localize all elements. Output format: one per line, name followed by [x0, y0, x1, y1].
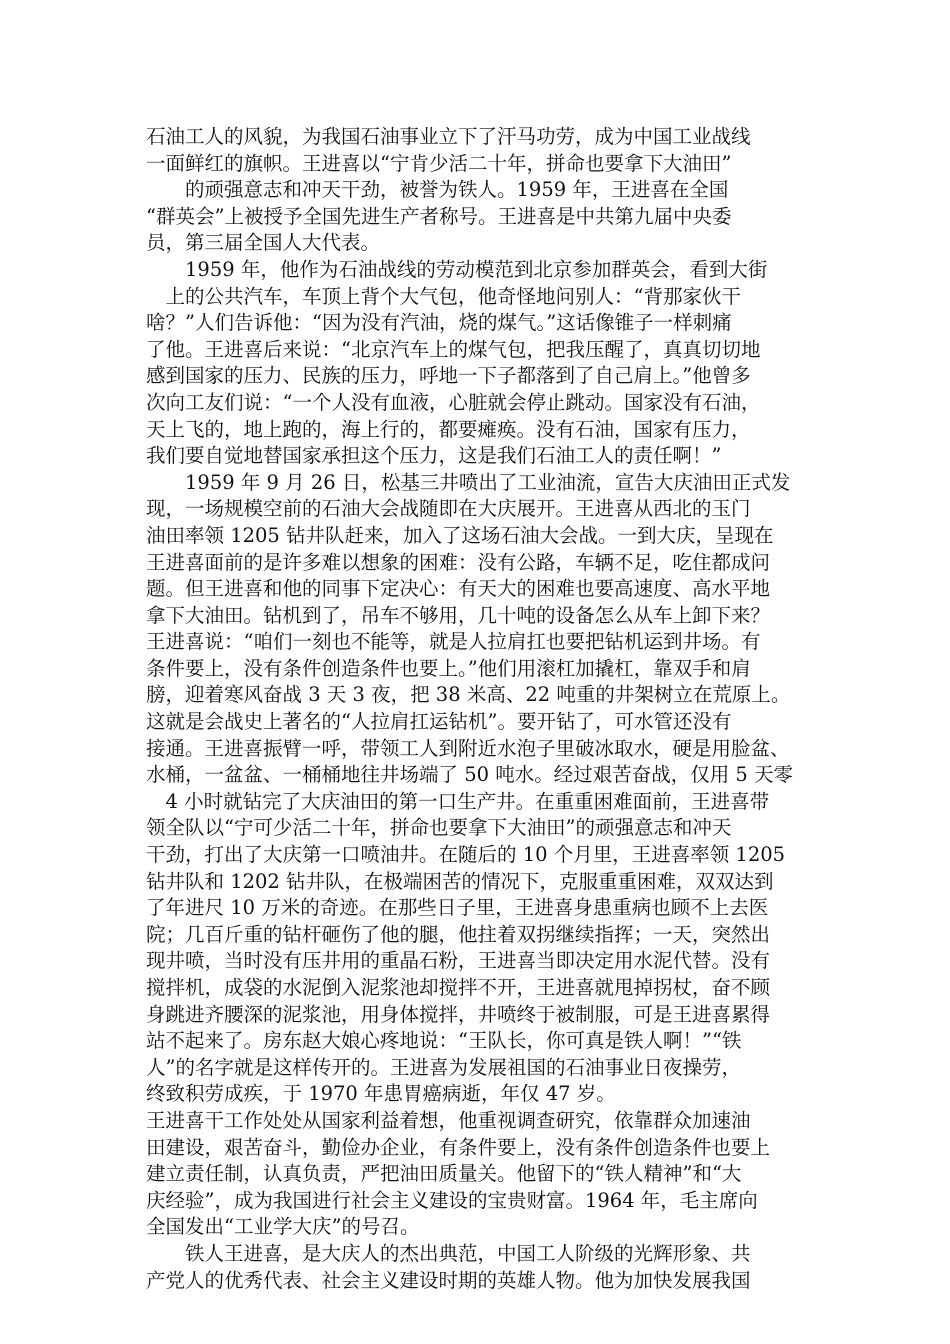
text-line: 田建设，艰苦奋斗，勤俭办企业，有条件要上，没有条件创造条件也要上 — [146, 1135, 771, 1159]
text-line: 领全队以“宁可少活二十年，拼命也要拿下大油田”的顽强意志和冲天 — [146, 816, 732, 840]
text-line: 终致积劳成疾，于 1970 年患胃癌病逝，年仅 47 岁。 — [146, 1082, 616, 1106]
text-line: 铁人王进喜，是大庆人的杰出典范，中国工人阶级的光辉形象、共 — [146, 1241, 751, 1265]
text-line: 4 小时就钻完了大庆油田的第一口生产井。在重重困难面前，王进喜带 — [146, 789, 770, 813]
text-line: 王进喜面前的是许多难以想象的困难：没有公路，车辆不足，吃住都成问 — [146, 550, 771, 574]
text-line: 了年进尺 10 万米的奇迹。在那些日子里，王进喜身患重病也顾不上去医 — [146, 896, 769, 920]
text-line: 王进喜说：“咱们一刻也不能等，就是人拉肩扛也要把钻机运到井场。有 — [146, 630, 761, 654]
text-line: 全国发出“工业学大庆”的号召。 — [146, 1215, 420, 1239]
text-line: 啥？”人们告诉他：“因为没有汽油，烧的煤气。”这话像锥子一样刺痛 — [146, 311, 732, 335]
text-line: 王进喜干工作处处从国家利益着想，他重视调查研究，依靠群众加速油 — [146, 1108, 751, 1132]
text-line: 这就是会战史上著名的“人拉肩扛运钻机”。要开钻了，可水管还没有 — [146, 710, 732, 734]
text-line: 搅拌机，成袋的水泥倒入泥浆池却搅拌不开，王进喜就甩掉拐杖，奋不顾 — [146, 976, 771, 999]
body-text — [146, 124, 836, 1294]
text-line: 产党人的优秀代表、社会主义建设时期的英雄人物。他为加快发展我国 — [146, 1268, 751, 1292]
text-line: 院；几百斤重的钻杆砸伤了他的腿，他拄着双拐继续指挥；一天，突然出 — [146, 922, 771, 946]
text-line: 的顽强意志和冲天干劲，被誉为铁人。1959 年，王进喜在全国 — [146, 178, 729, 202]
text-line: 现井喷，当时没有压井用的重晶石粉，王进喜当即决定用水泥代替。没有 — [146, 949, 771, 973]
text-line: 拿下大油田。钻机到了，吊车不够用，几十吨的设备怎么从车上卸下来？ — [146, 603, 771, 627]
text-line: 我们要自觉地替国家承担这个压力，这是我们石油工人的责任啊！” — [146, 444, 722, 468]
text-line: 了他。王进喜后来说：“北京汽车上的煤气包，把我压醒了，真真切切地 — [146, 337, 761, 361]
text-line: 水桶，一盆盆、一桶桶地往井场端了 50 吨水。经过艰苦奋战，仅用 5 天零 — [146, 763, 794, 787]
text-line: 1959 年 9 月 26 日，松基三井喷出了工业油流，宣告大庆油田正式发 — [146, 470, 791, 494]
text-line: 现，一场规模空前的石油大会战随即在大庆展开。王进喜从西北的玉门 — [146, 497, 751, 521]
text-line: 题。但王进喜和他的同事下定决心：有天大的困难也要高速度、高水平地 — [146, 577, 771, 601]
text-line: 天上飞的，地上跑的，海上行的，都要瘫痪。没有石油，国家有压力， — [146, 417, 751, 441]
text-line: 员，第三届全国人大代表。 — [146, 231, 381, 255]
text-line: 石油工人的风貌，为我国石油事业立下了汗马功劳，成为中国工业战线 — [146, 125, 751, 148]
text-line: 身跳进齐腰深的泥浆池，用身体搅拌，井喷终于被制服，可是王进喜累得 — [146, 1002, 771, 1026]
text-line: 膀，迎着寒风奋战 3 天 3 夜，把 38 米高、22 吨重的井架树立在荒原上。 — [146, 683, 791, 707]
text-line: 次向工友们说：“一个人没有血液，心脏就会停止跳动。国家没有石油， — [146, 390, 761, 414]
text-line: 油田率领 1205 钻井队赶来，加入了这场石油大会战。一到大庆，呈现在 — [146, 523, 774, 547]
text-line: 感到国家的压力、民族的压力，呼地一下子都落到了自己肩上。”他曾多 — [146, 364, 751, 388]
text-line: 钻井队和 1202 钻井队，在极端困苦的情况下，克服重重困难，双双达到 — [146, 869, 774, 893]
text-line: 1959 年，他作为石油战线的劳动模范到北京参加群英会，看到大街 — [146, 257, 768, 281]
text-line: 建立责任制，认真负责，严把油田质量关。他留下的“铁人精神”和“大 — [146, 1162, 742, 1186]
text-line: 站不起来了。房东赵大娘心疼地说：“王队长，你可真是铁人啊！”“铁 — [146, 1029, 742, 1053]
text-line: 上的公共汽车，车顶上背个大气包，他奇怪地问别人：“背那家伙干 — [146, 284, 741, 308]
text-line: 条件要上，没有条件创造条件也要上。”他们用滚杠加撬杠，靠双手和肩 — [146, 656, 751, 680]
text-line: 干劲，打出了大庆第一口喷油井。在随后的 10 个月里，王进喜率领 1205 — [146, 843, 786, 867]
text-line: 人”的名字就是这样传开的。王进喜为发展祖国的石油事业日夜操劳， — [146, 1055, 741, 1079]
text-line: 一面鲜红的旗帜。王进喜以“宁肯少活二十年，拼命也要拿下大油田” — [146, 151, 732, 175]
text-line: 庆经验”，成为我国进行社会主义建设的宝贵财富。1964 年，毛主席向 — [146, 1188, 758, 1212]
text-line: “群英会”上被授予全国先进生产者称号。王进喜是中共第九届中央委 — [146, 204, 732, 228]
text-line: 接通。王进喜振臂一呼，带领工人到附近水泡子里破冰取水，硬是用脸盆、 — [146, 736, 790, 760]
